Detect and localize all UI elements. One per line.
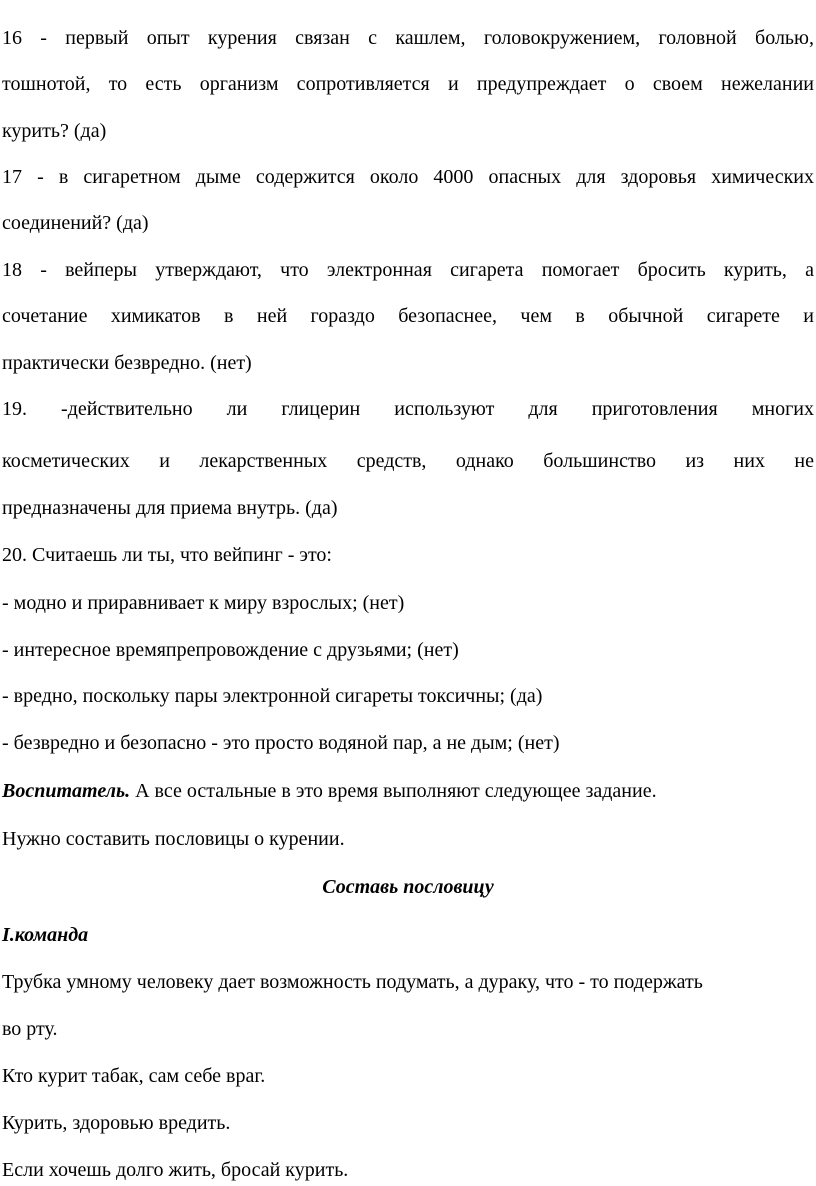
q20-option: - вредно, поскольку пары электронной сигареты токсичны; (да) [2,685,543,707]
proverb-3: Курить, здоровью вредить. [2,1112,231,1134]
q19-line-1: 19. -действительно ли глицерин используют для приготовления многих [2,398,814,420]
proverb-2: Кто курит табак, сам себе враг. [2,1065,266,1087]
q20-question: 20. Считаешь ли ты, что вейпинг - это: [2,544,332,566]
proverb-1-line-1: Трубка умному человеку дает возможность подумать, а дураку, что - то подержать [2,971,703,993]
section-title: Составь пословицу [322,876,494,898]
educator-text: А все остальные в это время выполняют следующее задание. [130,780,657,802]
q16-line-2: тошнотой, то есть организм сопротивляется и предупреждает о своем нежелании [2,73,814,95]
q17-line-2: соединений? (да) [2,212,149,234]
q20-option: - модно и приравнивает к миру взрослых; (нет) [2,592,405,614]
educator-task: Нужно составить пословицы о курении. [2,828,345,850]
q18-line-2: сочетание химикатов в ней гораздо безопаснее, чем в обычной сигарете и [2,305,814,327]
q18-line-1: 18 - вейперы утверждают, что электронная сигарета помогает бросить курить, а [2,259,814,281]
q19-line-2: косметических и лекарственных средств, однако большинство из них не [2,450,814,472]
team-label: I.команда [2,924,89,946]
educator-label: Воспитатель. [2,780,131,802]
q20-option: - интересное времяпрепровождение с друзьями; (нет) [2,639,459,661]
q19-line-3: предназначены для приема внутрь. (да) [2,497,338,519]
proverb-4: Если хочешь долго жить, бросай курить. [2,1159,349,1181]
q17-line-1: 17 - в сигаретном дыме содержится около 4000 опасных для здоровья химических [2,166,814,188]
q20-option: - безвредно и безопасно - это просто водяной пар, а не дым; (нет) [2,732,560,754]
q16-line-1: 16 - первый опыт курения связан с кашлем, головокружением, головной болью, [2,27,814,49]
q18-line-3: практически безвредно. (нет) [2,352,252,374]
educator-paragraph [2,777,814,805]
proverb-1-line-2: во рту. [2,1018,58,1040]
q16-line-3: курить? (да) [2,120,107,142]
